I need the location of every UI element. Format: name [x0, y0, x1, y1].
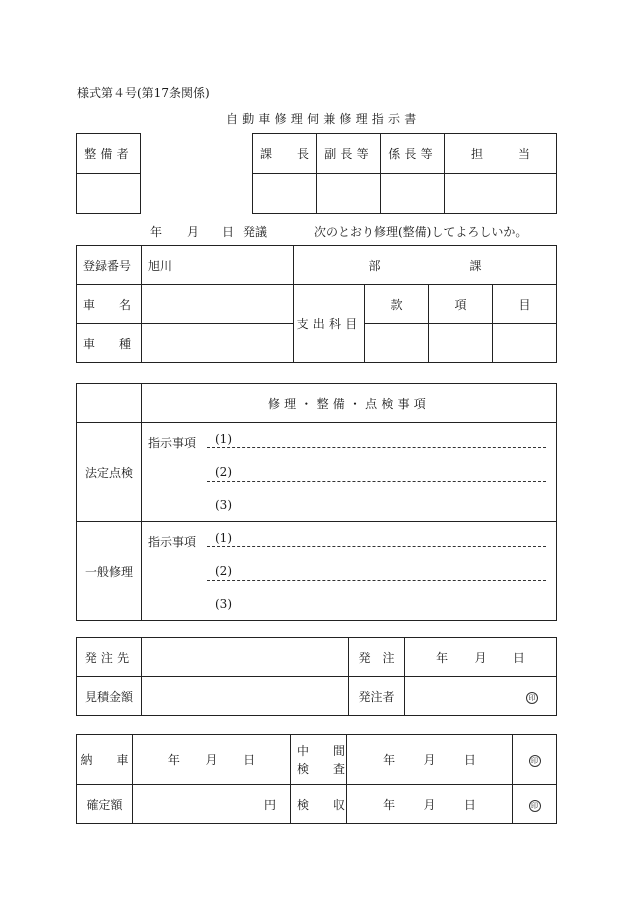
receipt-seal: 印 — [529, 800, 541, 812]
mid-seal: 印 — [529, 755, 541, 767]
expense-kou-header: 項 — [429, 285, 493, 324]
expense-moku-value — [493, 324, 557, 363]
general-repair-items — [142, 522, 557, 621]
section-chief-label-1: 課 — [260, 147, 273, 161]
delivery-table — [76, 734, 557, 824]
yen-label: 円 — [263, 797, 276, 812]
repair-header: 修理・整備・点検事項 — [142, 384, 557, 423]
delivery-day: 日 — [243, 753, 256, 767]
general-line-2 — [207, 580, 546, 581]
order-date-value — [405, 638, 557, 677]
delivery-year: 年 — [167, 753, 180, 767]
subsection-stamp — [381, 174, 445, 214]
proposal-message: 次のとおり修理(整備)してよろしいか。 — [314, 225, 528, 239]
legal-item-1: (1) — [215, 432, 232, 446]
general-item-1: (1) — [215, 531, 232, 545]
vehicle-name-label: 車 名 — [77, 285, 142, 324]
section-label: 課 — [469, 258, 482, 273]
mid-month: 月 — [423, 753, 436, 767]
vehicle-type-value — [142, 324, 294, 363]
order-day: 日 — [512, 650, 525, 665]
repair-header-empty — [77, 384, 142, 423]
delivery-label: 納 車 — [77, 735, 133, 785]
maintainer-table — [76, 133, 141, 214]
order-table — [76, 637, 557, 716]
staff-label-2: 当 — [517, 147, 530, 161]
expense-moku-header: 目 — [493, 285, 557, 324]
orderer-seal: 印 — [526, 692, 538, 704]
mid-day: 日 — [463, 753, 476, 767]
document-title: 自動車修理伺兼修理指示書 — [226, 112, 421, 126]
general-line-1 — [207, 546, 546, 547]
proposal-month: 月 — [187, 225, 200, 239]
receipt-date — [347, 785, 513, 824]
expense-kan-header: 款 — [365, 285, 429, 324]
legal-line-1 — [207, 447, 546, 448]
delivery-month: 月 — [205, 753, 218, 767]
mid-year: 年 — [383, 753, 396, 767]
form-number: 様式第４号(第17条関係) — [77, 86, 210, 100]
proposal-year: 年 — [150, 225, 163, 239]
deputy-stamp — [317, 174, 381, 214]
expense-label: 支出科目 — [294, 285, 365, 363]
proposal-suffix: 発議 — [243, 225, 268, 239]
repair-table — [76, 383, 557, 621]
amount-value — [133, 785, 291, 824]
orderer-value — [405, 677, 557, 716]
vehicle-name-value — [142, 285, 294, 324]
department-cell — [294, 246, 557, 285]
mid-seal-cell — [513, 735, 557, 785]
supplier-label: 発注先 — [77, 638, 142, 677]
mid-inspection-label-1: 中 間 — [297, 743, 346, 758]
orderer-label: 発注者 — [349, 677, 405, 716]
order-year: 年 — [436, 650, 449, 665]
expense-kan-value — [365, 324, 429, 363]
mid-inspection-label — [291, 735, 347, 785]
legal-inspection-label: 法定点検 — [77, 423, 142, 522]
staff-stamp — [445, 174, 557, 214]
section-chief-stamp — [253, 174, 317, 214]
section-chief-label-2: 長 — [296, 147, 309, 161]
staff-label-1: 担 — [471, 147, 484, 161]
receipt-label: 検 収 — [291, 785, 347, 824]
section-chief-header — [253, 134, 317, 174]
deputy-header: 副長等 — [317, 134, 381, 174]
amount-label: 確定額 — [77, 785, 133, 824]
general-item-3: (3) — [215, 597, 232, 611]
vehicle-table — [76, 245, 557, 363]
delivery-date — [133, 735, 291, 785]
legal-inspection-items — [142, 423, 557, 522]
estimate-value — [142, 677, 349, 716]
staff-header — [445, 134, 557, 174]
legal-line-2 — [207, 481, 546, 482]
supplier-value — [142, 638, 349, 677]
subsection-header: 係長等 — [381, 134, 445, 174]
reg-label: 登録番号 — [77, 246, 142, 285]
legal-item-2: (2) — [215, 465, 232, 479]
receipt-seal-cell — [513, 785, 557, 824]
order-date-label: 発 注 — [349, 638, 405, 677]
mid-inspection-label-2: 検 査 — [297, 761, 346, 776]
order-month: 月 — [474, 650, 487, 665]
general-item-2: (2) — [215, 564, 232, 578]
estimate-label: 見積金額 — [77, 677, 142, 716]
expense-kou-value — [429, 324, 493, 363]
receipt-month: 月 — [423, 797, 436, 812]
proposal-day: 日 — [222, 225, 235, 239]
general-instruction-label: 指示事項 — [148, 535, 197, 549]
legal-instruction-label: 指示事項 — [148, 436, 197, 450]
vehicle-type-label: 車 種 — [77, 324, 142, 363]
mid-inspection-date — [347, 735, 513, 785]
maintainer-stamp-cell — [77, 174, 141, 214]
dept-label: 部 — [368, 258, 381, 273]
general-repair-label: 一般修理 — [77, 522, 142, 621]
reg-value: 旭川 — [142, 246, 294, 285]
receipt-day: 日 — [463, 797, 476, 812]
approval-table — [252, 133, 557, 214]
maintainer-label: 整備者 — [77, 134, 141, 174]
receipt-year: 年 — [383, 797, 396, 812]
legal-item-3: (3) — [215, 498, 232, 512]
